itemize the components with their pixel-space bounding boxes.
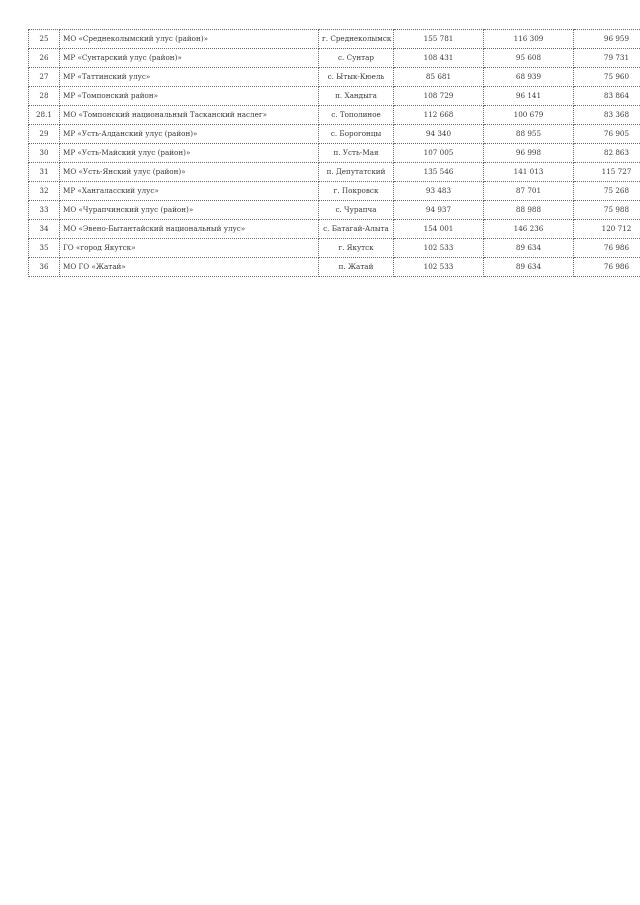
municipality-name-cell: МР «Томпонский район» bbox=[60, 87, 319, 106]
value-2-cell: 96 998 bbox=[484, 144, 574, 163]
data-table bbox=[28, 29, 640, 277]
municipality-name-cell: ГО «город Якутск» bbox=[60, 239, 319, 258]
value-3-cell: 83 864 bbox=[574, 87, 640, 106]
municipality-name-cell: МО ГО «Жатай» bbox=[60, 258, 319, 277]
table-body bbox=[29, 30, 640, 277]
row-number-cell: 29 bbox=[29, 125, 60, 144]
value-1-cell: 108 431 bbox=[394, 49, 484, 68]
value-2-cell: 87 701 bbox=[484, 182, 574, 201]
row-number-cell: 33 bbox=[29, 201, 60, 220]
value-3-cell: 76 986 bbox=[574, 239, 640, 258]
value-2-cell: 95 608 bbox=[484, 49, 574, 68]
row-number-cell: 32 bbox=[29, 182, 60, 201]
admin-center-cell: п. Жатай bbox=[319, 258, 394, 277]
table-row bbox=[29, 106, 640, 125]
row-number-cell: 34 bbox=[29, 220, 60, 239]
admin-center-cell: п. Депутатский bbox=[319, 163, 394, 182]
value-3-cell: 76 905 bbox=[574, 125, 640, 144]
value-2-cell: 88 988 bbox=[484, 201, 574, 220]
value-1-cell: 94 340 bbox=[394, 125, 484, 144]
municipality-name-cell: МР «Хангаласский улус» bbox=[60, 182, 319, 201]
value-3-cell: 82 863 bbox=[574, 144, 640, 163]
municipality-name-cell: МО «Чурапчинский улус (район)» bbox=[60, 201, 319, 220]
table-row bbox=[29, 87, 640, 106]
value-1-cell: 154 001 bbox=[394, 220, 484, 239]
value-1-cell: 94 937 bbox=[394, 201, 484, 220]
row-number-cell: 36 bbox=[29, 258, 60, 277]
value-1-cell: 85 681 bbox=[394, 68, 484, 87]
table-row bbox=[29, 68, 640, 87]
value-3-cell: 76 986 bbox=[574, 258, 640, 277]
value-2-cell: 96 141 bbox=[484, 87, 574, 106]
admin-center-cell: г. Среднеколымск bbox=[319, 30, 394, 49]
admin-center-cell: с. Сунтар bbox=[319, 49, 394, 68]
table-row bbox=[29, 220, 640, 239]
municipality-name-cell: МР «Таттинский улус» bbox=[60, 68, 319, 87]
row-number-cell: 26 bbox=[29, 49, 60, 68]
admin-center-cell: п. Хандыга bbox=[319, 87, 394, 106]
value-3-cell: 75 268 bbox=[574, 182, 640, 201]
row-number-cell: 28 bbox=[29, 87, 60, 106]
table-row bbox=[29, 258, 640, 277]
value-3-cell: 96 959 bbox=[574, 30, 640, 49]
value-3-cell: 83 368 bbox=[574, 106, 640, 125]
table-row bbox=[29, 163, 640, 182]
value-3-cell: 79 731 bbox=[574, 49, 640, 68]
municipality-name-cell: МО «Усть-Янский улус (район)» bbox=[60, 163, 319, 182]
value-1-cell: 107 005 bbox=[394, 144, 484, 163]
value-2-cell: 89 634 bbox=[484, 258, 574, 277]
table-row bbox=[29, 144, 640, 163]
value-1-cell: 93 483 bbox=[394, 182, 484, 201]
value-1-cell: 108 729 bbox=[394, 87, 484, 106]
value-3-cell: 120 712 bbox=[574, 220, 640, 239]
municipality-name-cell: МО «Эвено-Бытантайский национальный улус» bbox=[60, 220, 319, 239]
value-2-cell: 141 013 bbox=[484, 163, 574, 182]
admin-center-cell: г. Якутск bbox=[319, 239, 394, 258]
admin-center-cell: с. Борогонцы bbox=[319, 125, 394, 144]
value-1-cell: 112 668 bbox=[394, 106, 484, 125]
admin-center-cell: с. Ытык-Кюель bbox=[319, 68, 394, 87]
value-2-cell: 100 679 bbox=[484, 106, 574, 125]
admin-center-cell: п. Усть-Мая bbox=[319, 144, 394, 163]
municipality-name-cell: МР «Усть-Майский улус (район)» bbox=[60, 144, 319, 163]
value-2-cell: 88 955 bbox=[484, 125, 574, 144]
admin-center-cell: с. Чурапча bbox=[319, 201, 394, 220]
value-2-cell: 146 236 bbox=[484, 220, 574, 239]
value-2-cell: 68 939 bbox=[484, 68, 574, 87]
value-1-cell: 102 533 bbox=[394, 258, 484, 277]
row-number-cell: 25 bbox=[29, 30, 60, 49]
municipality-name-cell: МР «Сунтарский улус (район)» bbox=[60, 49, 319, 68]
value-3-cell: 75 960 bbox=[574, 68, 640, 87]
value-3-cell: 75 988 bbox=[574, 201, 640, 220]
row-number-cell: 31 bbox=[29, 163, 60, 182]
value-1-cell: 102 533 bbox=[394, 239, 484, 258]
admin-center-cell: г. Покровск bbox=[319, 182, 394, 201]
municipality-name-cell: МО «Томпонский национальный Тасканский наслег» bbox=[60, 106, 319, 125]
table-row bbox=[29, 30, 640, 49]
value-2-cell: 89 634 bbox=[484, 239, 574, 258]
admin-center-cell: с. Батагай-Алыта bbox=[319, 220, 394, 239]
value-1-cell: 135 546 bbox=[394, 163, 484, 182]
municipality-name-cell: МР «Усть-Алданский улус (район)» bbox=[60, 125, 319, 144]
table-row bbox=[29, 182, 640, 201]
row-number-cell: 27 bbox=[29, 68, 60, 87]
table-row bbox=[29, 49, 640, 68]
table-row bbox=[29, 239, 640, 258]
value-3-cell: 115 727 bbox=[574, 163, 640, 182]
value-1-cell: 155 781 bbox=[394, 30, 484, 49]
value-2-cell: 116 309 bbox=[484, 30, 574, 49]
row-number-cell: 35 bbox=[29, 239, 60, 258]
municipality-name-cell: МО «Среднеколымский улус (район)» bbox=[60, 30, 319, 49]
table-row bbox=[29, 125, 640, 144]
admin-center-cell: с. Тополиное bbox=[319, 106, 394, 125]
table-row bbox=[29, 201, 640, 220]
row-number-cell: 28.1 bbox=[29, 106, 60, 125]
row-number-cell: 30 bbox=[29, 144, 60, 163]
